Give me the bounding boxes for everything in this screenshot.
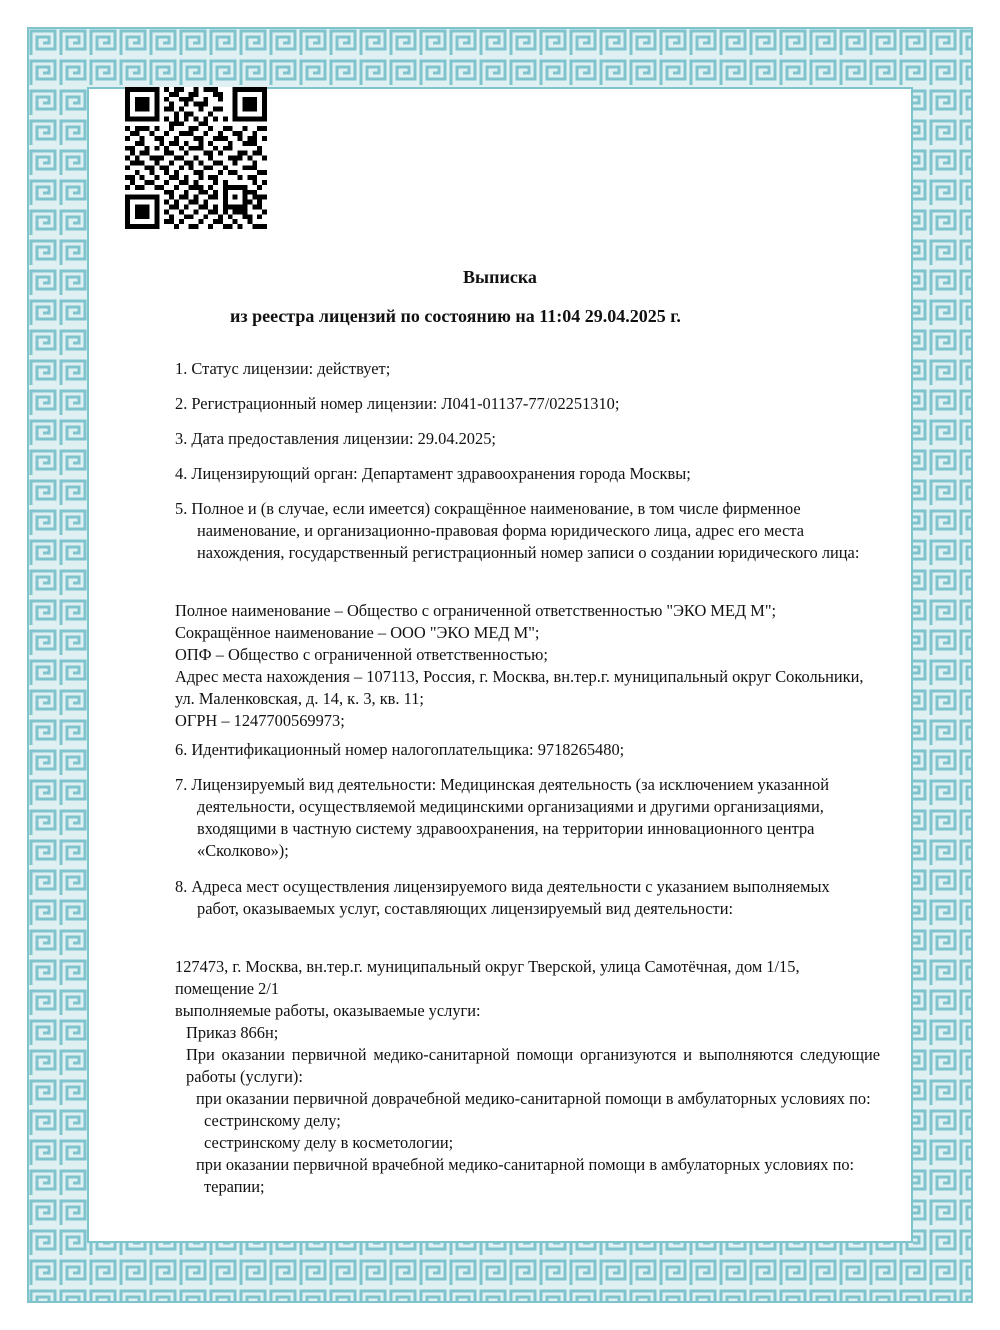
org-short-name: Сокращённое наименование – ООО "ЭКО МЕД М"; xyxy=(175,623,540,642)
org-address: Адрес места нахождения – 107113, Россия, г. Москва, вн.тер.г. муниципальный округ Сокольники, ул. Маленковская, д. 14, к. 3, кв. 11; xyxy=(175,667,864,708)
activity-address: 127473, г. Москва, вн.тер.г. муниципальный округ Тверской, улица Самотёчная, дом 1/15, помещение 2/1 xyxy=(175,957,800,998)
item-licensing-authority: 4. Лицензирующий орган: Департамент здравоохранения города Москвы; xyxy=(175,464,691,483)
qr-code xyxy=(125,87,267,229)
item-licensed-activity: 7. Лицензируемый вид деятельности: Медицинская деятельность (за исключением указанной деятельности, осуществляемой медицинскими организациями и другими организациями, входящими в частную систему здравоохранения, на территории инновационного центра «Сколково»); xyxy=(175,775,829,860)
item-activity-addresses: 8. Адреса мест осуществления лицензируемого вида деятельности с указанием выполняемых работ, оказываемых услуг, составляющих лицензируемый вид деятельности: xyxy=(175,877,830,918)
nursing-service: сестринскому делу; xyxy=(204,1111,341,1130)
works-label: выполняемые работы, оказываемые услуги: xyxy=(175,1001,481,1020)
org-ogrn: ОГРН – 1247700569973; xyxy=(175,711,345,730)
nursing-cosmetology-service: сестринскому делу в косметологии; xyxy=(204,1133,454,1152)
primary-care-text: При оказании первичной медико-санитарной помощи организуются и выполняются следующие работы (услуги): xyxy=(186,1045,880,1086)
prehospital-care-text xyxy=(186,1088,880,1110)
physician-care-label: при оказании первичной врачебной медико-санитарной помощи в амбулаторных условиях по: xyxy=(196,1155,855,1174)
order-reference: Приказ 866н; xyxy=(186,1023,279,1042)
therapy-service: терапии; xyxy=(204,1177,265,1196)
item-registration-number: 2. Регистрационный номер лицензии: Л041-01137-77/02251310; xyxy=(175,394,620,413)
document-subtitle: из реестра лицензий по состоянию на 11:04 29.04.2025 г. xyxy=(230,306,681,326)
item-organization-name-heading: 5. Полное и (в случае, если имеется) сокращённое наименование, в том числе фирменное наименование, и организационно-правовая форма юридического лица, адрес его места нахождения, государственный регистрационный номер записи о создании юридического лица: xyxy=(175,499,860,562)
organization-details xyxy=(175,600,865,732)
physician-care-text xyxy=(186,1154,880,1176)
item-inn: 6. Идентификационный номер налогоплательщика: 9718265480; xyxy=(175,740,625,759)
prehospital-care-label: при оказании первичной доврачебной медико-санитарной помощи в амбулаторных условиях по: xyxy=(196,1089,871,1108)
org-legal-form: ОПФ – Общество с ограниченной ответственностью; xyxy=(175,645,548,664)
org-full-name: Полное наименование – Общество с ограниченной ответственностью "ЭКО МЕД М"; xyxy=(175,601,777,620)
document-title: Выписка xyxy=(463,267,537,287)
item-grant-date: 3. Дата предоставления лицензии: 29.04.2025; xyxy=(175,429,496,448)
item-license-status: 1. Статус лицензии: действует; xyxy=(175,359,391,378)
works-list xyxy=(186,1022,880,1198)
